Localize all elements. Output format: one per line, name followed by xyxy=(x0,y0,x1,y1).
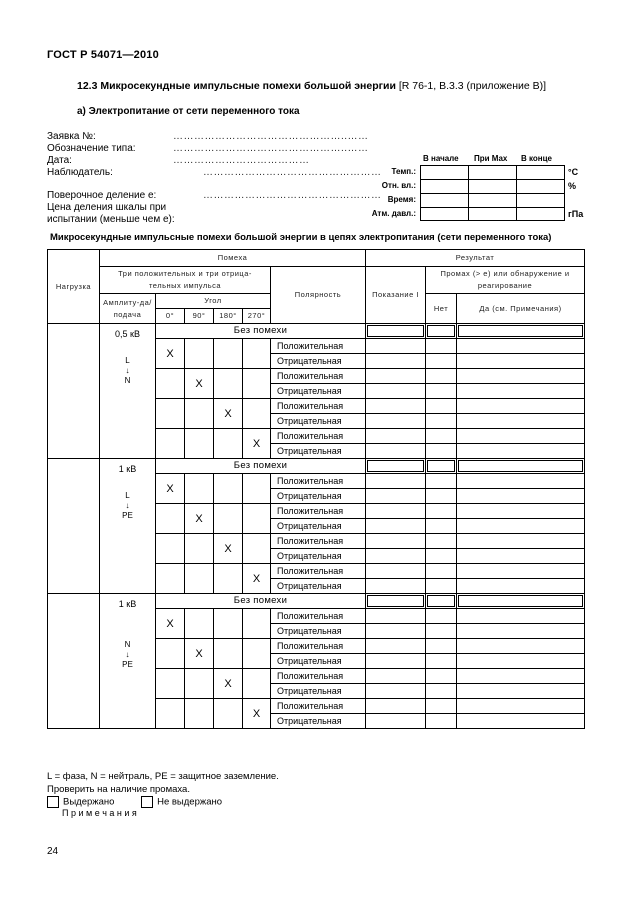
indication-cell[interactable] xyxy=(366,489,426,504)
yes-cell[interactable] xyxy=(457,549,585,564)
indication-cell[interactable] xyxy=(366,549,426,564)
angle-mark[interactable]: X xyxy=(185,639,214,669)
yes-cell[interactable] xyxy=(457,459,585,474)
indication-cell[interactable] xyxy=(366,699,426,714)
yes-cell[interactable] xyxy=(457,354,585,369)
indication-cell[interactable] xyxy=(366,609,426,624)
measure-col-end: В конце xyxy=(521,154,552,163)
no-cell[interactable] xyxy=(426,684,457,699)
no-cell[interactable] xyxy=(426,564,457,579)
connection-from: N xyxy=(124,640,131,649)
measure-cell[interactable] xyxy=(516,193,565,208)
angle-cell[interactable] xyxy=(243,669,271,699)
yes-cell[interactable] xyxy=(457,519,585,534)
measure-cell[interactable] xyxy=(420,193,469,208)
indication-cell[interactable] xyxy=(366,534,426,549)
angle-mark[interactable]: X xyxy=(243,699,271,729)
angle-cell[interactable] xyxy=(185,429,214,459)
no-cell[interactable] xyxy=(426,534,457,549)
scale-division-label-2: испытании (меньше чем е): xyxy=(47,214,175,225)
angle-cell[interactable] xyxy=(185,564,214,594)
measure-cell[interactable] xyxy=(468,179,517,194)
indication-cell[interactable] xyxy=(366,429,426,444)
angle-cell[interactable] xyxy=(243,609,271,639)
polarity-negative: Отрицательная xyxy=(271,519,366,534)
measure-col-start: В начале xyxy=(423,154,459,163)
measure-cell[interactable] xyxy=(468,165,517,180)
angle-cell[interactable] xyxy=(214,504,243,534)
yes-cell[interactable] xyxy=(457,534,585,549)
indication-cell[interactable] xyxy=(366,639,426,654)
polarity-positive: Положительная xyxy=(271,639,366,654)
polarity-positive: Положительная xyxy=(271,669,366,684)
check-instruction: Проверить на наличие промаха. xyxy=(47,784,190,795)
indication-cell[interactable] xyxy=(366,594,426,609)
no-cell[interactable] xyxy=(426,669,457,684)
no-cell[interactable] xyxy=(426,699,457,714)
angle-cell[interactable] xyxy=(156,534,185,564)
polarity-positive: Положительная xyxy=(271,429,366,444)
no-cell[interactable] xyxy=(426,474,457,489)
angle-cell[interactable] xyxy=(214,564,243,594)
scale-division-label-1: Цена деления шкалы при xyxy=(47,202,167,213)
polarity-positive: Положительная xyxy=(271,504,366,519)
polarity-positive: Положительная xyxy=(271,339,366,354)
no-cell[interactable] xyxy=(426,639,457,654)
polarity-negative: Отрицательная xyxy=(271,414,366,429)
connection-to: PE xyxy=(122,511,133,520)
header-yes: Да (см. Примечания) xyxy=(457,294,585,324)
no-interference-label: Без помехи xyxy=(156,324,366,339)
yes-cell[interactable] xyxy=(457,384,585,399)
section-title-reference: [R 76-1, В.3.3 (приложение В)] xyxy=(395,80,547,92)
no-cell[interactable] xyxy=(426,609,457,624)
yes-cell[interactable] xyxy=(457,504,585,519)
polarity-positive: Положительная xyxy=(271,369,366,384)
yes-cell[interactable] xyxy=(457,489,585,504)
no-cell[interactable] xyxy=(426,594,457,609)
angle-mark[interactable]: X xyxy=(156,339,185,369)
angle-mark[interactable]: X xyxy=(243,564,271,594)
angle-cell[interactable] xyxy=(185,339,214,369)
indication-cell[interactable] xyxy=(366,339,426,354)
yes-cell[interactable] xyxy=(457,399,585,414)
yes-cell[interactable] xyxy=(457,474,585,489)
angle-cell[interactable] xyxy=(156,669,185,699)
measure-cell[interactable] xyxy=(468,207,517,221)
header-fault: Промах (> е) или обнаружение и реагирование xyxy=(426,267,585,294)
polarity-positive: Положительная xyxy=(271,399,366,414)
no-cell[interactable] xyxy=(426,489,457,504)
polarity-negative: Отрицательная xyxy=(271,354,366,369)
angle-cell[interactable] xyxy=(214,609,243,639)
passed-label: Выдержано xyxy=(63,796,115,808)
no-cell[interactable] xyxy=(426,369,457,384)
angle-cell[interactable] xyxy=(214,639,243,669)
arrow-down-icon: ↓ xyxy=(125,366,130,375)
legend-text: L = фаза, N = нейтраль, PE = защитное заземление. xyxy=(47,771,279,782)
yes-cell[interactable] xyxy=(457,429,585,444)
angle-cell[interactable] xyxy=(156,429,185,459)
angle-cell[interactable] xyxy=(214,429,243,459)
angle-mark[interactable]: X xyxy=(185,369,214,399)
polarity-negative: Отрицательная xyxy=(271,714,366,729)
indication-cell[interactable] xyxy=(366,564,426,579)
angle-mark[interactable]: X xyxy=(156,474,185,504)
measurement-grid xyxy=(420,165,565,221)
angle-cell[interactable] xyxy=(214,339,243,369)
header-load: Нагрузка xyxy=(48,250,100,324)
no-cell[interactable] xyxy=(426,354,457,369)
table-row xyxy=(48,459,585,474)
application-dots[interactable]: …………………………………………..…… xyxy=(173,131,369,142)
angle-cell[interactable] xyxy=(156,564,185,594)
no-cell[interactable] xyxy=(426,444,457,459)
yes-cell[interactable] xyxy=(457,714,585,729)
indication-cell[interactable] xyxy=(366,684,426,699)
no-interference-label: Без помехи xyxy=(156,594,366,609)
no-cell[interactable] xyxy=(426,429,457,444)
connection-from: L xyxy=(125,356,130,365)
angle-cell[interactable] xyxy=(243,474,271,504)
indication-cell[interactable] xyxy=(366,474,426,489)
yes-cell[interactable] xyxy=(457,699,585,714)
verification-division-label: Поверочное деление е: xyxy=(47,190,157,201)
angle-cell[interactable] xyxy=(214,369,243,399)
type-dots[interactable]: …………………………………………..…… xyxy=(173,143,369,154)
indication-cell[interactable] xyxy=(366,444,426,459)
amplitude-value: 1 кВ xyxy=(118,599,137,609)
yes-cell[interactable] xyxy=(457,609,585,624)
connection-to: N xyxy=(124,376,131,385)
arrow-down-icon: ↓ xyxy=(125,650,130,659)
measure-cell[interactable] xyxy=(516,179,565,194)
no-cell[interactable] xyxy=(426,504,457,519)
indication-cell[interactable] xyxy=(366,384,426,399)
measure-cell[interactable] xyxy=(516,207,565,221)
connection-from: L xyxy=(125,491,130,500)
document-header: ГОСТ Р 54071—2010 xyxy=(47,49,159,61)
angle-mark[interactable]: X xyxy=(185,504,214,534)
angle-cell[interactable] xyxy=(243,369,271,399)
angle-mark[interactable]: X xyxy=(214,399,243,429)
yes-cell[interactable] xyxy=(457,669,585,684)
angle-mark[interactable]: X xyxy=(156,609,185,639)
indication-cell[interactable] xyxy=(366,324,426,339)
angle-mark[interactable]: X xyxy=(214,669,243,699)
angle-cell[interactable] xyxy=(214,474,243,504)
indication-cell[interactable] xyxy=(366,414,426,429)
yes-cell[interactable] xyxy=(457,654,585,669)
angle-cell[interactable] xyxy=(156,504,185,534)
header-angle-90: 90° xyxy=(185,309,214,324)
no-cell[interactable] xyxy=(426,549,457,564)
no-cell[interactable] xyxy=(426,399,457,414)
header-amplitude: Амплиту-да/подача xyxy=(100,294,156,324)
angle-mark[interactable]: X xyxy=(243,429,271,459)
angle-mark[interactable]: X xyxy=(214,534,243,564)
yes-cell[interactable] xyxy=(457,639,585,654)
no-cell[interactable] xyxy=(426,459,457,474)
header-angle-180: 180° xyxy=(214,309,243,324)
notes-heading: П р и м е ч а н и я xyxy=(62,808,137,818)
verification-division-dots[interactable]: …………………………………………… xyxy=(203,190,382,201)
date-dots[interactable]: ………………………………… xyxy=(173,155,310,166)
header-indication: Показание I xyxy=(366,267,426,324)
unit-temp: °С xyxy=(568,167,579,177)
polarity-positive: Положительная xyxy=(271,699,366,714)
no-cell[interactable] xyxy=(426,519,457,534)
no-cell[interactable] xyxy=(426,624,457,639)
header-no: Нет xyxy=(426,294,457,324)
measure-col-max: При Max xyxy=(474,154,508,163)
polarity-negative: Отрицательная xyxy=(271,384,366,399)
section-title xyxy=(77,80,546,92)
section-title-bold: 12.3 Микросекундные импульсные помехи большой энергии xyxy=(77,80,396,92)
angle-cell[interactable] xyxy=(243,339,271,369)
unit-pressure: гПа xyxy=(568,209,584,219)
header-angle-270: 270° xyxy=(243,309,271,324)
measure-cell[interactable] xyxy=(468,193,517,208)
yes-cell[interactable] xyxy=(457,444,585,459)
angle-cell[interactable] xyxy=(243,504,271,534)
amplitude-cell xyxy=(100,594,156,729)
table-title: Микросекундные импульсные помехи большой энергии в цепях электропитания (сети переменного тока) xyxy=(50,232,552,243)
indication-cell[interactable] xyxy=(366,669,426,684)
type-label: Обозначение типа: xyxy=(47,143,136,154)
indication-cell[interactable] xyxy=(366,354,426,369)
angle-cell[interactable] xyxy=(243,534,271,564)
page-number: 24 xyxy=(47,846,59,857)
header-pulses: Три положительных и три отрица-тельных импульса xyxy=(100,267,271,294)
load-cell[interactable] xyxy=(48,324,100,459)
indication-cell[interactable] xyxy=(366,369,426,384)
interference-table xyxy=(47,249,585,729)
application-label: Заявка №: xyxy=(47,131,96,142)
header-result: Результат xyxy=(366,250,585,267)
indication-cell[interactable] xyxy=(366,504,426,519)
measure-cell[interactable] xyxy=(420,179,469,194)
amplitude-value: 1 кВ xyxy=(118,464,137,474)
polarity-positive: Положительная xyxy=(271,534,366,549)
measure-row-temp: Темп.: xyxy=(391,167,416,176)
passed-checkbox[interactable] xyxy=(47,796,59,808)
polarity-positive: Положительная xyxy=(271,564,366,579)
amplitude-cell xyxy=(100,324,156,459)
header-polarity: Полярность xyxy=(271,267,366,324)
angle-cell[interactable] xyxy=(243,639,271,669)
polarity-negative: Отрицательная xyxy=(271,624,366,639)
verdict-row xyxy=(47,796,222,808)
angle-cell[interactable] xyxy=(156,399,185,429)
yes-cell[interactable] xyxy=(457,579,585,594)
polarity-negative: Отрицательная xyxy=(271,489,366,504)
header-interference: Помеха xyxy=(100,250,366,267)
no-interference-label: Без помехи xyxy=(156,459,366,474)
angle-cell[interactable] xyxy=(156,369,185,399)
measure-cell[interactable] xyxy=(420,165,469,180)
header-angle-0: 0° xyxy=(156,309,185,324)
polarity-negative: Отрицательная xyxy=(271,444,366,459)
polarity-negative: Отрицательная xyxy=(271,654,366,669)
angle-cell[interactable] xyxy=(185,669,214,699)
angle-cell[interactable] xyxy=(185,399,214,429)
yes-cell[interactable] xyxy=(457,624,585,639)
no-cell[interactable] xyxy=(426,414,457,429)
angle-cell[interactable] xyxy=(243,399,271,429)
observer-dots[interactable]: …………………………………………… xyxy=(203,167,382,178)
failed-label: Не выдержано xyxy=(157,796,223,808)
angle-cell[interactable] xyxy=(185,699,214,729)
measure-row-pressure: Атм. давл.: xyxy=(371,209,416,218)
unit-humidity: % xyxy=(568,181,577,191)
polarity-positive: Положительная xyxy=(271,474,366,489)
polarity-negative: Отрицательная xyxy=(271,549,366,564)
indication-cell[interactable] xyxy=(366,624,426,639)
indication-cell[interactable] xyxy=(366,459,426,474)
measure-cell[interactable] xyxy=(516,165,565,180)
indication-cell[interactable] xyxy=(366,579,426,594)
load-cell[interactable] xyxy=(48,459,100,594)
no-cell[interactable] xyxy=(426,579,457,594)
yes-cell[interactable] xyxy=(457,684,585,699)
connection-to: PE xyxy=(122,660,133,669)
no-cell[interactable] xyxy=(426,654,457,669)
no-cell[interactable] xyxy=(426,714,457,729)
date-label: Дата: xyxy=(47,155,72,166)
indication-cell[interactable] xyxy=(366,399,426,414)
observer-label: Наблюдатель: xyxy=(47,167,113,178)
no-cell[interactable] xyxy=(426,324,457,339)
indication-cell[interactable] xyxy=(366,714,426,729)
measure-cell[interactable] xyxy=(420,207,469,221)
no-cell[interactable] xyxy=(426,339,457,354)
measure-row-time: Время: xyxy=(387,195,416,204)
angle-cell[interactable] xyxy=(185,534,214,564)
indication-cell[interactable] xyxy=(366,519,426,534)
yes-cell[interactable] xyxy=(457,594,585,609)
no-cell[interactable] xyxy=(426,384,457,399)
amplitude-cell xyxy=(100,459,156,594)
header-angle: Угол xyxy=(156,294,271,309)
indication-cell[interactable] xyxy=(366,654,426,669)
arrow-down-icon: ↓ xyxy=(125,501,130,510)
polarity-negative: Отрицательная xyxy=(271,684,366,699)
yes-cell[interactable] xyxy=(457,369,585,384)
yes-cell[interactable] xyxy=(457,414,585,429)
table-row xyxy=(48,324,585,339)
table-row xyxy=(48,594,585,609)
angle-cell[interactable] xyxy=(214,699,243,729)
angle-cell[interactable] xyxy=(185,474,214,504)
yes-cell[interactable] xyxy=(457,564,585,579)
angle-cell[interactable] xyxy=(156,639,185,669)
section-subtitle: а) Электропитание от сети переменного тока xyxy=(77,106,300,117)
polarity-negative: Отрицательная xyxy=(271,579,366,594)
yes-cell[interactable] xyxy=(457,339,585,354)
failed-checkbox[interactable] xyxy=(141,796,153,808)
polarity-positive: Положительная xyxy=(271,609,366,624)
measure-row-humidity: Отн. вл.: xyxy=(381,181,416,190)
load-cell[interactable] xyxy=(48,594,100,729)
angle-cell[interactable] xyxy=(156,699,185,729)
amplitude-value: 0,5 кВ xyxy=(115,329,140,339)
yes-cell[interactable] xyxy=(457,324,585,339)
angle-cell[interactable] xyxy=(185,609,214,639)
